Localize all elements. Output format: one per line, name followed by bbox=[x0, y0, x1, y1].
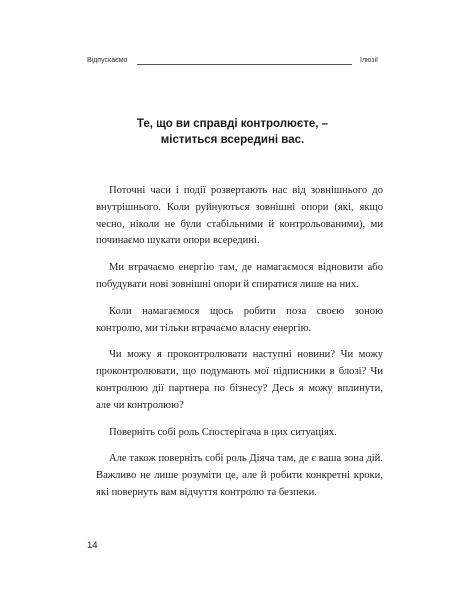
paragraph-4: Чи можу я проконтролювати наступні новини? Чи можу проконтролювати, що подумають мої підписники в блозі? Чи контролюю дії партнера по бізнесу? Десь я можу вплинути, але чи контролюю? bbox=[96, 349, 383, 411]
header-book-title: Відпускаємо bbox=[87, 57, 128, 64]
running-header bbox=[87, 57, 378, 69]
header-chapter-title: Ілюзії bbox=[360, 57, 378, 64]
paragraph-1: Поточні часи і події розвертають нас від зовнішнього до внутрішнього. Коли руйнуються зовнішні опори (які, якщо чесно, ніколи не були стабільними й контрольованими), ми починаємо шукати опори всередині. bbox=[96, 185, 383, 247]
epigraph-line-1: Те, що ви справді контролюєте, – bbox=[136, 118, 329, 130]
epigraph bbox=[87, 116, 378, 148]
paragraph-5: Поверніть собі роль Спостерігача в цих ситуаціях. bbox=[109, 426, 337, 438]
epigraph-line-2: міститься всередині вас. bbox=[160, 134, 305, 146]
paragraph-3: Коли намагаємося щось робити поза своєю зоною контролю, ми тільки втрачаємо власну енергію. bbox=[96, 305, 383, 334]
paragraph-6: Але також поверніть собі роль Діяча там, де є ваша зона дій. Важливо не лише розуміти це, але й робити конкретні кроки, які повернуть вам відчуття контролю та безпеки. bbox=[96, 453, 383, 498]
header-rule bbox=[137, 64, 352, 65]
paragraph-2: Ми втрачаємо енергію там, де намагаємося відновити або побудувати нові зовнішні опори й спиратися лише на них. bbox=[96, 262, 383, 290]
page-number: 14 bbox=[87, 540, 98, 551]
body-text bbox=[96, 183, 383, 512]
